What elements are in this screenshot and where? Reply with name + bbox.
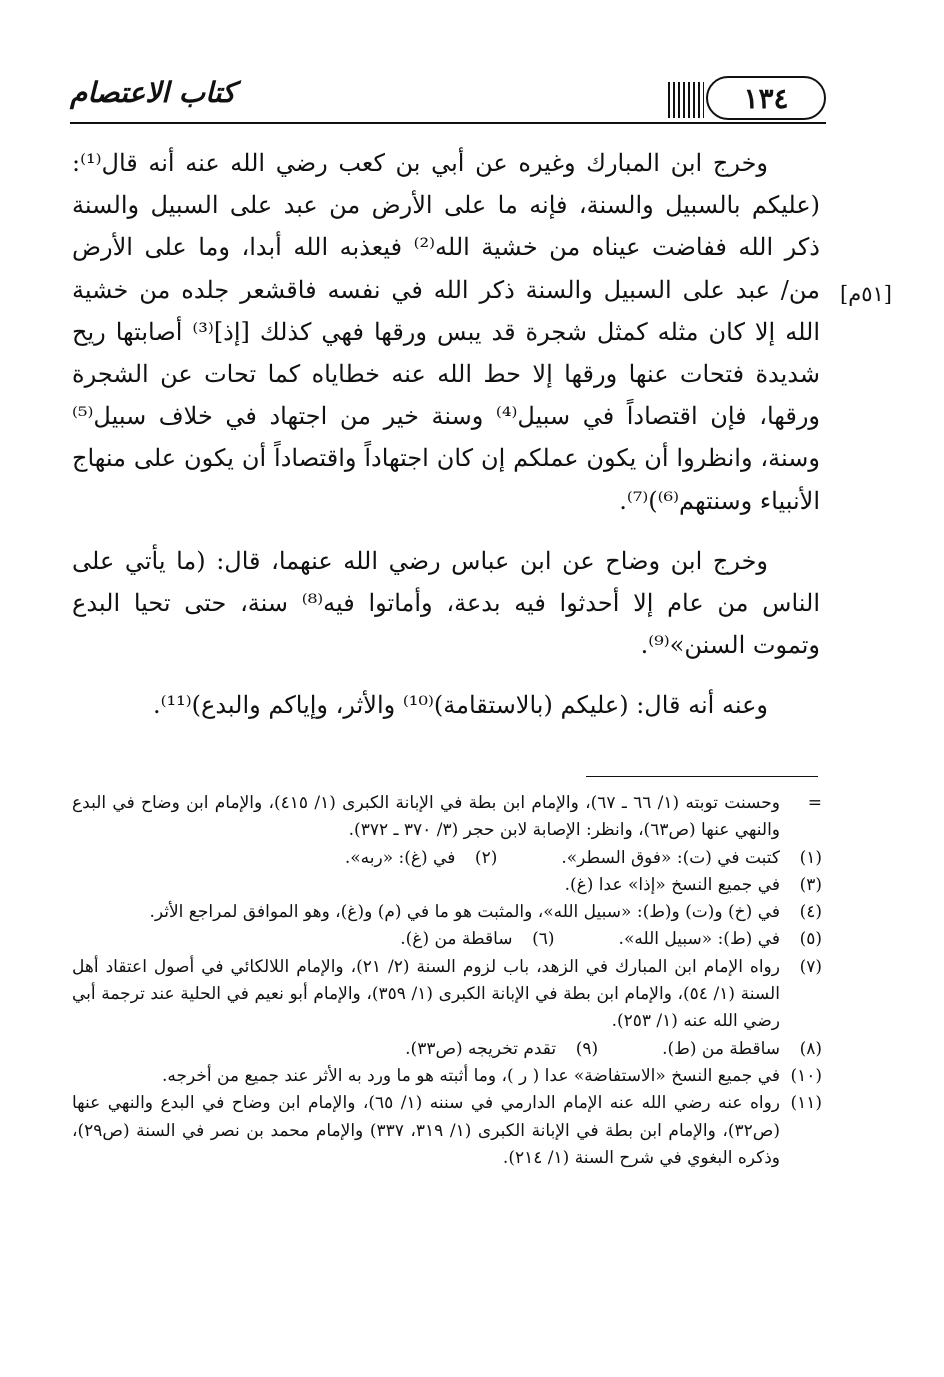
header-rule xyxy=(70,122,826,124)
footnote-continuation xyxy=(72,790,822,845)
footnote-number: (٤) xyxy=(799,902,822,923)
footnote-text: في (غ): «ربه». xyxy=(344,847,456,868)
footnote-number: (٥) xyxy=(799,929,822,950)
page-number: ١٣٤ xyxy=(743,81,789,115)
footnote-text: في جميع النسخ «إذا» عدا (غ). xyxy=(564,874,780,895)
footnotes xyxy=(72,790,822,1172)
paragraph-istiqama: وعنه أنه قال: (عليكم (بالاستقامة)⁽¹⁰⁾ والأثر، وإياكم والبدع)⁽¹¹⁾. xyxy=(152,691,768,720)
footnote-text: رواه عنه رضي الله عنه الإمام الدارمي في سننه (١/ ٦٥)، والإمام ابن وضاح في البدع والنهي عنها (ص٣٢)، والإمام ابن بطة في الإبانة الكبرى (١/ ٣١٩، ٣٣٧) والإمام محمد بن نصر في السنة (ص٢٩)، وذكره البغوي في شرح السنة (١/ ٢١٤). xyxy=(72,1093,780,1168)
footnote-number: (٦) xyxy=(532,929,555,950)
footnote-text: تقدم تخريجه (ص٣٣). xyxy=(405,1038,557,1059)
footnote-number: (١٠) xyxy=(790,1065,822,1086)
footnote-number: (٢) xyxy=(474,847,498,868)
footnote-text: كتبت في (ت): «فوق السطر». xyxy=(561,847,780,868)
footnote-row xyxy=(72,845,822,872)
manuscript-folio-marker: [٥١م] xyxy=(840,282,892,306)
header-ornament-hatch xyxy=(668,82,704,118)
footnote-row xyxy=(72,872,822,899)
footnote-row xyxy=(72,1063,822,1090)
footnote-number: (١١) xyxy=(790,1093,822,1114)
footnote-row xyxy=(72,899,822,926)
footnote-text: في جميع النسخ «الاستفاضة» عدا ( ر )، وما أثبته هو ما ورد به الأثر عند جميع من أخرجه. xyxy=(161,1065,780,1086)
footnote-number: (٧) xyxy=(799,956,822,977)
paragraph-ubayy: وخرج ابن المبارك وغيره عن أبي بن كعب رضي الله عنه أنه قال⁽¹⁾: (عليكم بالسبيل والسنة، فإنه ما على الأرض من عبد على السبيل والسنة ذكر الله ففاضت عيناه من خشية الله⁽²⁾ فيعذبه الله أبدا، وما على الأرض من/ عبد على السبيل والسنة ذكر الله في نفسه فاقشعر جلده من خشية الله إلا كان مثله كمثل شجرة قد يبس ورقها فهي كذلك [إذ]⁽³⁾ أصابتها ريح شديدة فتحات عنها ورقها إلا حط الله عنه خطاياه كما تحات عن الشجرة ورقها، فإن اقتصاداً في سبيل⁽⁴⁾ وسنة خير من اجتهاد في خلاف سبيل⁽⁵⁾ وسنة، وانظروا أن يكون عملكم إن كان اجتهاداً واقتصاداً أن يكون على منهاج الأنبياء وسنتهم⁽⁶⁾)⁽⁷⁾. xyxy=(72,149,821,515)
footnote-text: وحسنت توبته (١/ ٦٦ ـ ٦٧)، والإمام ابن بطة في الإبانة الكبرى (١/ ٤١٥)، والإمام ابن وضاح في البدع والنهي عنها (ص٦٣)، وانظر: الإصابة لابن حجر (٣/ ٣٧٠ ـ ٣٧٢). xyxy=(72,793,780,841)
footnote-number: (٣) xyxy=(799,874,822,895)
footnote-text: في (خ) و(ت) و(ط): «سبيل الله»، والمثبت هو ما في (م) و(غ)، وهو الموافق لمراجع الأثر. xyxy=(149,902,780,923)
page-header xyxy=(70,68,826,124)
footnote-number: (٩) xyxy=(575,1038,599,1059)
footnote-text: رواه الإمام ابن المبارك في الزهد، باب لزوم السنة (٢/ ٢١)، والإمام اللالكائي في أصول اعتقاد أهل السنة (١/ ٥٤)، والإمام ابن بطة في الإبانة الكبرى (١/ ٣٥٩)، والإمام أبو نعيم في الحلية عند ترجمة أبي رضي الله عنه (١/ ٢٥٣). xyxy=(72,956,780,1032)
footnote-text: ساقطة من (غ). xyxy=(400,929,513,950)
footnote-number: (٨) xyxy=(799,1038,822,1059)
footnote-row xyxy=(72,1036,822,1063)
continuation-mark: = xyxy=(807,793,822,813)
footnote-row xyxy=(72,1090,822,1172)
footnote-text: في (ط): «سبيل الله». xyxy=(618,929,780,950)
main-text xyxy=(72,142,820,745)
page-number-cartouche xyxy=(706,76,826,120)
footnote-row xyxy=(72,926,822,953)
footnote-text: ساقطة من (ط). xyxy=(662,1038,780,1059)
footnote-row xyxy=(72,954,822,1036)
paragraph-ibn-abbas: وخرج ابن وضاح عن ابن عباس رضي الله عنهما، قال: (ما يأتي على الناس من عام إلا أحدثوا فيه بدعة، وأماتوا فيه⁽⁸⁾ سنة، حتى تحيا البدع وتموت السنن»⁽⁹⁾. xyxy=(72,546,821,660)
running-head-title: كتاب الاعتصام xyxy=(70,76,236,109)
footnote-number: (١) xyxy=(799,847,822,868)
footnote-separator xyxy=(586,776,818,777)
